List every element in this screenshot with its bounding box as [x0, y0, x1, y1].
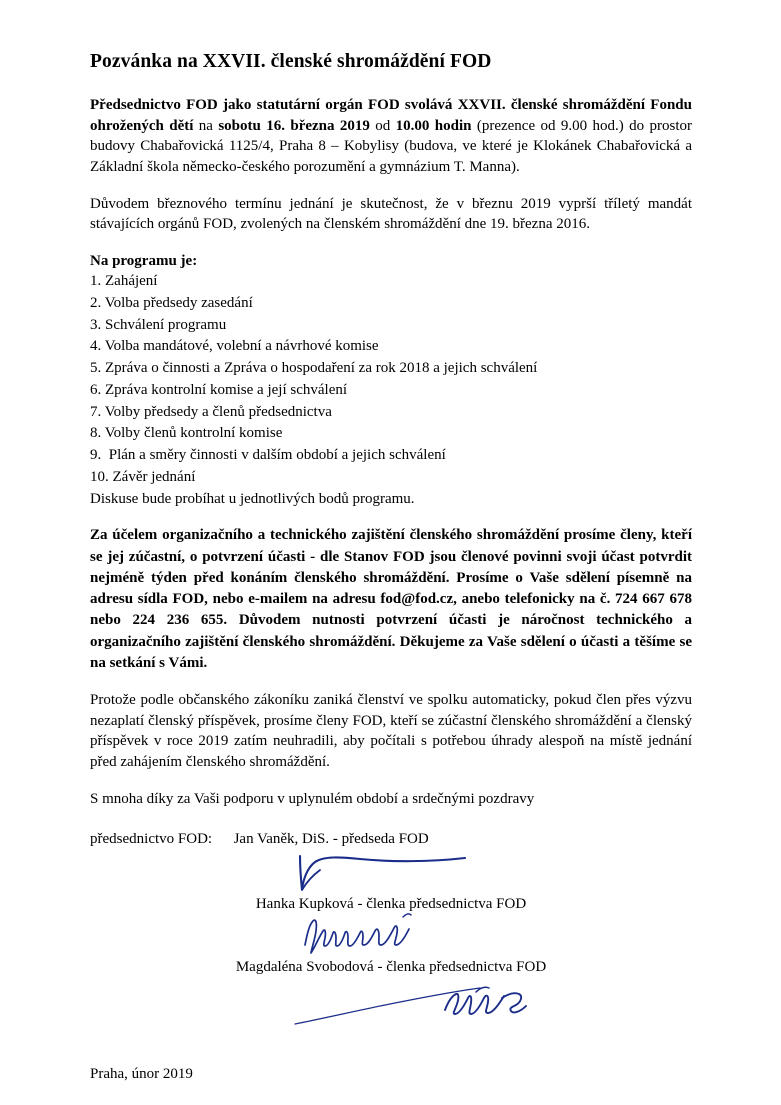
membership-paragraph: Protože podle občanského zákoníku zaniká členství ve spolku automaticky, pokud člen přes výzvu nezaplatí členský příspěvek, prosíme členy FOD, kteří se zúčastní členského shromáždění a členský příspěvek v roce 2019 zatím neuhradili, aby počítali s potřebou úhrady alespoň na místě jednání před zahájením členského shromáždění. — [90, 692, 692, 770]
signature-mark-2-row — [90, 913, 692, 959]
intro-bold-3: 10.00 hodin — [395, 117, 472, 134]
list-item: 2. Volba předsedy zasedání — [90, 294, 253, 311]
intro-plain-3: (prezence od 9.00 hod.) do prostor budovy Chabařovická 1125/4, Praha 8 – Kobylisy (budova, ve které je Klokánek Chabařovická a Základní škola německo-českého porozumění a gymnázium T. Manna). — [90, 117, 692, 176]
list-item: 7. Volby předsedy a členů předsednictva — [90, 403, 332, 420]
list-item: 8. Volby členů kontrolní komise — [90, 425, 283, 442]
signatory-2-name: Hanka Kupková - členka předsednictva FOD — [255, 896, 527, 913]
intro-bold-2: sobotu 16. března 2019 — [218, 117, 370, 134]
signature-mark-3-row — [90, 976, 692, 1032]
signatory-3-name: Magdaléna Svobodová - členka předsednictva FOD — [235, 959, 547, 976]
list-item: 5. Zpráva o činnosti a Zpráva o hospodaření za rok 2018 a jejich schválení — [90, 360, 538, 377]
list-item: 3. Schválení programu — [90, 316, 227, 333]
list-item: 6. Zpráva kontrolní komise a její schválení — [90, 381, 348, 398]
list-item: 1. Zahájení — [90, 273, 158, 290]
signature-mark-1-row — [90, 850, 692, 896]
intro-plain-1: na — [193, 117, 219, 134]
signature-mark-1 — [280, 850, 530, 896]
signature-mark-2 — [295, 911, 515, 959]
list-item: 9. Plán a směry činnosti v dalším období a jejich schválení — [90, 447, 446, 464]
intro-bold-1: Předsednictvo FOD jako statutární orgán FOD svolává XXVII. členské shromáždění Fondu ohrožených dětí — [90, 97, 692, 134]
agenda-list — [90, 271, 692, 489]
signature-mark-3 — [280, 980, 570, 1032]
agenda-heading: Na programu je: — [90, 252, 198, 269]
document-body — [90, 50, 692, 1083]
intro-paragraph — [90, 95, 692, 177]
list-item: 10. Závěr jednání — [90, 468, 196, 485]
thanks-paragraph: S mnoha díky za Vaši podporu v uplynulém období a srdečnými pozdravy — [90, 790, 535, 807]
intro-plain-2: od — [369, 117, 396, 134]
footer-place-date: Praha, únor 2019 — [90, 1066, 193, 1083]
reason-paragraph: Důvodem březnového termínu jednání je skutečnost, že v březnu 2019 vyprší tříletý mandát stávajících orgánů FOD, zvolených na členském shromáždění dne 19. března 2016. — [90, 195, 692, 233]
signature-block — [90, 829, 692, 1032]
board-label: předsednictvo FOD: — [90, 831, 213, 848]
page-title: Pozvánka na XXVII. členské shromáždění FOD — [90, 51, 492, 72]
board-signature-line — [90, 829, 692, 850]
confirmation-paragraph: Za účelem organizačního a technického zajištění členského shromáždění prosíme členy, kteří se jej zúčastní, o potvrzení účasti - dle Stanov FOD jsou členové povinni svoji účast potvrdit nejméně týden před konáním členského shromáždění. Prosíme o Vaše sdělení písemně na adresu sídla FOD, nebo e-mailem na adresu fod@fod.cz, anebo telefonicky na č. 724 667 678 nebo 224 236 655. Důvodem nutnosti potvrzení účasti je náročnost technického a organizačního zajištění členského shromáždění. Děkujeme za Vaše sdělení o účasti a těšíme se na setkání s Vámi. — [90, 527, 692, 672]
signatory-1-name: Jan Vaněk, DiS. - předseda FOD — [233, 831, 429, 848]
agenda-note: Diskuse bude probíhat u jednotlivých bodů programu. — [90, 490, 415, 507]
list-item: 4. Volba mandátové, volební a návrhové komise — [90, 338, 379, 355]
